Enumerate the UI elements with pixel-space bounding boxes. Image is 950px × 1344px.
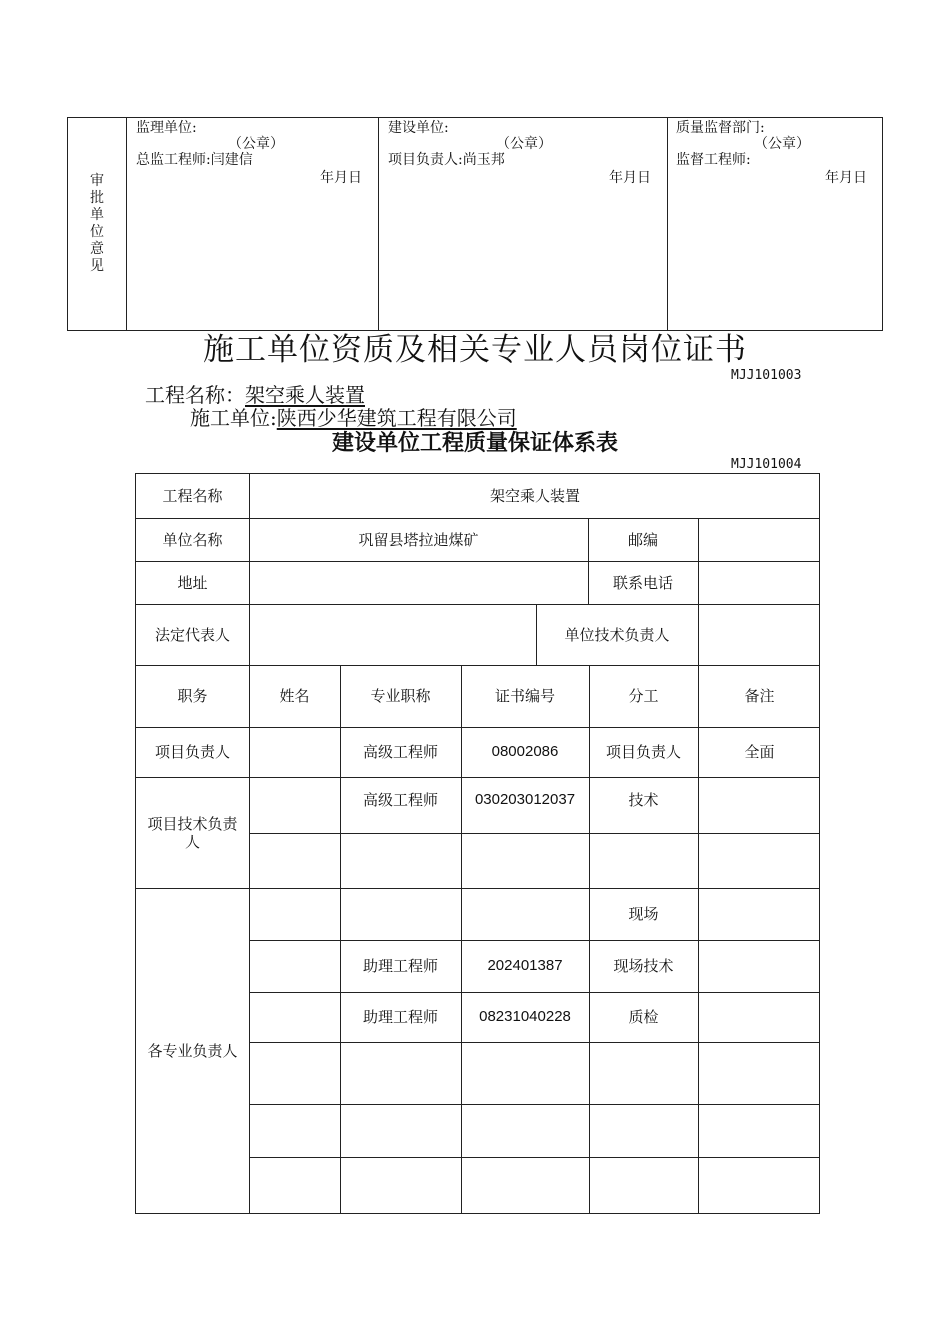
tech-head-label: 单位技术负责人 (564, 625, 670, 644)
spec-row-cert (461, 1104, 589, 1157)
tech-row-title: 高级工程师 (362, 791, 438, 809)
quality-assurance-table (135, 473, 820, 1214)
spec-row-note (698, 888, 821, 940)
quality-seal: （公章） (754, 136, 810, 152)
builder-manager: 项目负责人:尚玉邦 (388, 152, 505, 168)
spec-row-note (698, 992, 821, 1042)
tech-row-cert (461, 833, 589, 888)
unit-name-value: 巩留县塔拉迪煤矿 (358, 530, 479, 549)
header-duty: 分工 (628, 687, 659, 705)
quality-engineer: 监督工程师: (676, 152, 751, 168)
tech-row-title (340, 833, 461, 888)
approval-vertical-label: 审 批 单 位 意 见 (90, 173, 104, 274)
spec-row-cert: 202401387 (487, 957, 563, 974)
spec-row-title (340, 1157, 461, 1213)
spec-row-cert (461, 888, 589, 940)
tech-head-value (698, 604, 821, 665)
spec-row-duty (589, 1104, 698, 1157)
table-code: MJJ101004 (731, 457, 802, 472)
quality-date: 年月日 (825, 170, 867, 186)
header-cert: 证书编号 (494, 687, 555, 705)
contractor-line (190, 406, 517, 430)
spec-row-duty: 质检 (628, 1008, 659, 1026)
approval-table (67, 117, 883, 331)
spec-row-title (340, 1104, 461, 1157)
spec-row-name (249, 888, 340, 940)
pm-note: 全面 (744, 743, 775, 761)
table-title: 建设单位工程质量保证体系表 (331, 431, 618, 456)
legal-rep-label: 法定代表人 (154, 625, 230, 644)
tech-row-name (249, 777, 340, 833)
supervisor-date: 年月日 (320, 170, 362, 186)
spec-row-name (249, 940, 340, 992)
spec-row-duty (589, 1157, 698, 1213)
project-name-value: 架空乘人装置 (489, 487, 580, 505)
tech-row-note (698, 777, 821, 833)
address-label: 地址 (177, 573, 208, 592)
supervisor-engineer: 总监工程师:闫建信 (136, 152, 253, 168)
contractor-value: 陕西少华建筑工程有限公司 (276, 406, 517, 430)
spec-role: 各专业负责人 (147, 1041, 238, 1060)
postcode-value (698, 518, 821, 561)
pm-title: 高级工程师 (362, 743, 438, 761)
pm-name (249, 727, 340, 777)
spec-row-note (698, 940, 821, 992)
spec-row-duty: 现场 (628, 905, 659, 923)
phone-label: 联系电话 (612, 573, 673, 592)
project-value: 架空乘人装置 (245, 383, 365, 407)
postcode-label: 邮编 (627, 530, 658, 549)
project-line (145, 383, 365, 407)
builder-seal: （公章） (496, 136, 552, 152)
spec-row-duty (589, 1042, 698, 1104)
spec-row-title (340, 1042, 461, 1104)
cert-code: MJJ101003 (731, 368, 802, 383)
pm-duty: 项目负责人 (605, 743, 681, 761)
spec-row-duty: 现场技术 (613, 957, 674, 975)
contractor-label: 施工单位: (190, 406, 277, 430)
tech-row-name (249, 833, 340, 888)
tech-row-duty (589, 833, 698, 888)
spec-row-title: 助理工程师 (362, 957, 438, 975)
builder-unit-label: 建设单位: (388, 120, 449, 136)
cert-title: 施工单位资质及相关专业人员岗位证书 (203, 332, 747, 368)
tech-row-duty: 技术 (628, 791, 659, 809)
spec-row-cert (461, 1042, 589, 1104)
builder-date: 年月日 (609, 170, 651, 186)
spec-row-note (698, 1042, 821, 1104)
legal-rep-value (249, 604, 536, 665)
spec-row-note (698, 1104, 821, 1157)
supervisor-seal: （公章） (228, 136, 284, 152)
pm-cert: 08002086 (491, 743, 559, 760)
supervisor-unit-label: 监理单位: (136, 120, 197, 136)
tech-row-cert: 030203012037 (474, 791, 576, 808)
pm-role: 项目负责人 (154, 743, 230, 761)
phone-value (698, 561, 821, 604)
tech-row-note (698, 833, 821, 888)
spec-row-name (249, 1104, 340, 1157)
spec-row-name (249, 992, 340, 1042)
project-name-label: 工程名称 (162, 487, 223, 505)
project-label: 工程名称： (145, 383, 245, 407)
header-note: 备注 (744, 687, 775, 705)
header-role: 职务 (177, 687, 208, 705)
spec-row-note (698, 1157, 821, 1213)
tech-role: 项目技术负责人 (147, 814, 238, 851)
unit-name-label: 单位名称 (162, 530, 223, 549)
header-name: 姓名 (279, 687, 310, 705)
spec-row-title: 助理工程师 (362, 1008, 438, 1026)
spec-row-name (249, 1157, 340, 1213)
spec-row-name (249, 1042, 340, 1104)
spec-row-cert (461, 1157, 589, 1213)
address-value (249, 561, 588, 604)
spec-row-cert: 08231040228 (479, 1008, 571, 1025)
quality-dept-label: 质量监督部门: (676, 120, 765, 136)
spec-row-title (340, 888, 461, 940)
header-title: 专业职称 (370, 687, 431, 705)
